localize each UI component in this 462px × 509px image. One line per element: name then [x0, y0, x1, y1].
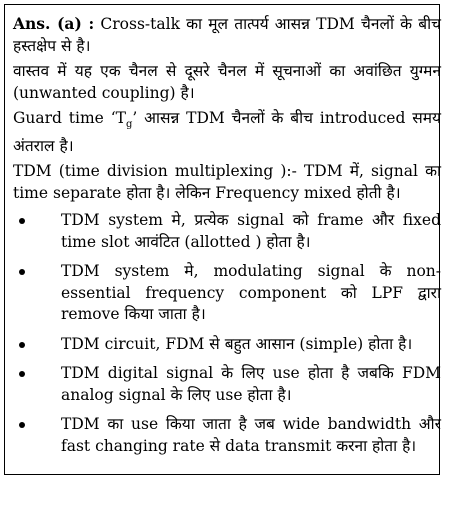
answer-content [13, 13, 441, 465]
paragraph-tdm-definition: TDM (time division multiplexing ):- TDM में, signal का time separate होता है। लेकिन Frequency mixed होती है। [13, 162, 441, 202]
answer-label: Ans. (a) : [13, 14, 95, 33]
guard-time-pre: Guard time ‘T [13, 109, 126, 127]
bullet-icon [19, 269, 25, 275]
guard-time-post: ’ आसन्न TDM चैनलों के बीच introduced समय अंतराल है। [13, 109, 441, 155]
list-item [13, 414, 441, 457]
bullet-icon [19, 422, 25, 428]
bullet-icon [19, 218, 25, 224]
guard-time-subscript: g [125, 119, 133, 131]
list-item [13, 363, 441, 406]
bullet-text: TDM circuit, FDM से बहुत आसान (simple) होता है। [61, 334, 413, 353]
paragraph-crosstalk [13, 13, 441, 57]
bullet-text: TDM system मे, modulating signal के non-essential frequency component को LPF द्वारा remove किया जाता है। [61, 262, 441, 324]
paragraph-1-text: Cross-talk का मूल तात्पर्य आसन्न TDM चैनलों के बीच हस्तक्षेप से है। [13, 15, 441, 55]
paragraph-unwanted-coupling: वास्तव में यह एक चैनल से दूसरे चैनल में सूचनाओं का अवांछित युग्मन (unwanted coupling) है। [13, 62, 441, 102]
bullet-text: TDM का use किया जाता है जब wide bandwidth और fast changing rate से data transmit करना होता है। [61, 415, 441, 455]
bullet-icon [19, 371, 25, 377]
bullet-text: TDM system मे, प्रत्येक signal को frame और fixed time slot आवंटित (allotted ) होता है। [61, 211, 441, 251]
bullet-list [13, 210, 441, 457]
bullet-text: TDM digital signal के लिए use होता है जबकि FDM analog signal के लिए use होता है। [61, 364, 441, 404]
list-item [13, 261, 441, 326]
list-item [13, 210, 441, 253]
bullet-icon [19, 342, 25, 348]
answer-box [4, 4, 440, 475]
paragraph-guard-time [13, 108, 441, 157]
list-item [13, 334, 441, 356]
